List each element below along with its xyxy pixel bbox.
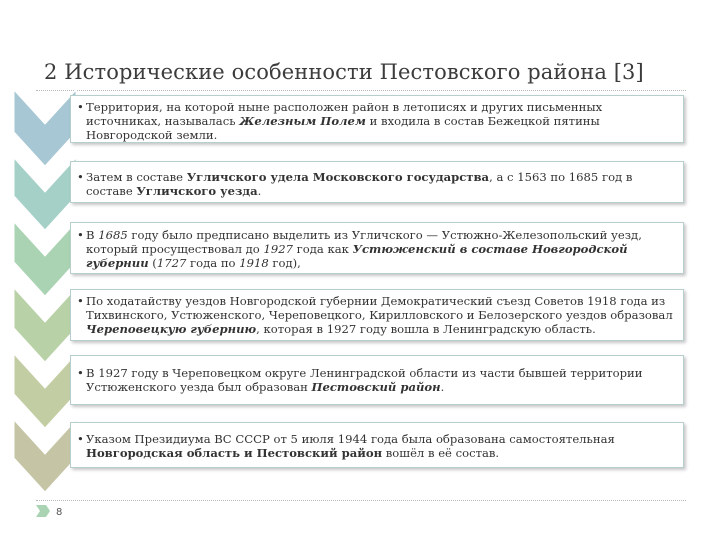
title-divider xyxy=(36,90,686,91)
chevron-step-4 xyxy=(14,288,76,362)
chevron-step-1 xyxy=(14,90,76,166)
chevron-step-3 xyxy=(14,222,76,296)
list-item-ustyuzhna: • В 1685 году было предписано выделить из Угличского — Устюжно-Железопольский уезд, который просуществовал до 1927 года как Устюженский в составе Новгородской губернии (1727 года по 1918 год), xyxy=(70,222,684,274)
list-item-cherepovets: • По ходатайству уездов Новгородской губернии Демократический съезд Советов 1918 года из Тихвинского, Устюженского, Череповецкого, Кирилловского и Белозерского уездов образовал Череповецкую губернию, которая в 1927 году вошла в Ленинградскую область. xyxy=(70,289,684,341)
footer-divider xyxy=(36,500,686,501)
chevron-step-6 xyxy=(14,420,76,492)
chevron-step-2 xyxy=(14,158,76,230)
list-item-novgorod-1944: • Указом Президиума ВС СССР от 5 июля 1944 года была образована самостоятельная Новгородская область и Пестовский район вошёл в её состав. xyxy=(70,422,684,468)
page-number: 8 xyxy=(56,507,63,518)
list-item-pestovo-1927: • В 1927 году в Череповецком округе Ленинградской области из части бывшей территории Устюженского уезда был образован Пестовский район. xyxy=(70,355,684,405)
page-marker-icon xyxy=(36,505,50,517)
list-item-uglich: • Затем в составе Угличского удела Московского государства, а с 1563 по 1685 год в составе Угличского уезда. xyxy=(70,161,684,203)
page-title: 2 Исторические особенности Пестовского района [3] xyxy=(44,60,644,84)
list-item-territory: • Территория, на которой ныне расположен район в летописях и других письменных источниках, называлась Железным Полем и входила в состав Бежецкой пятины Новгородской земли. xyxy=(70,95,684,143)
chevron-step-5 xyxy=(14,354,76,428)
